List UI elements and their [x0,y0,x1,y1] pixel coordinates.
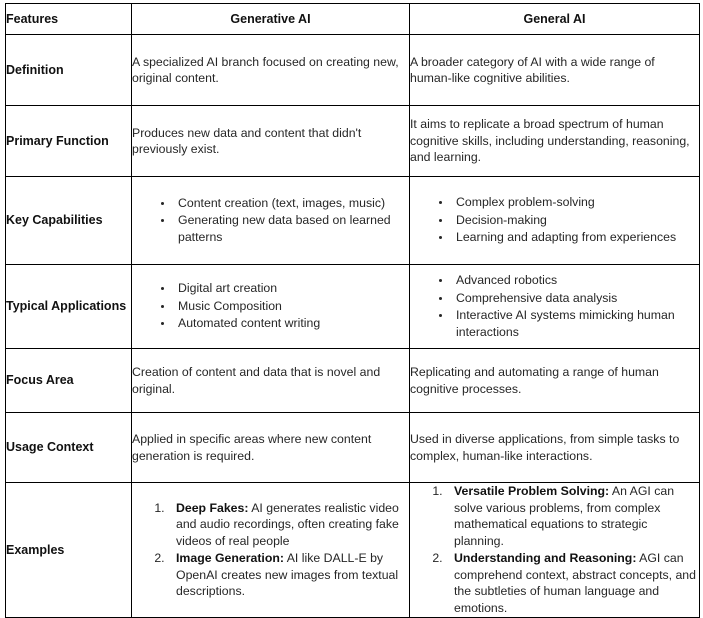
feature-label-key-capabilities: Key Capabilities [6,177,132,265]
list-item-text: AI like DALL-E by OpenAI creates new images from textual descriptions. [176,551,399,598]
bullet-list [132,195,409,246]
feature-label-examples: Examples [6,483,132,618]
cell-key-capabilities-general-ai [410,177,700,265]
table-row [6,413,700,483]
numbered-list [410,483,699,616]
bullet-list [410,272,699,340]
table-row [6,177,700,265]
numbered-list [132,500,409,600]
table-row [6,35,700,106]
table-header-row [6,4,700,35]
list-item: • Comprehensive data analysis [452,290,699,307]
cell-typical-applications-generative-ai [132,265,410,349]
cell-primary-function-generative-ai [132,106,410,177]
cell-usage-context-generative-ai [132,413,410,483]
list-item [446,550,699,616]
list-item: • Learning and adapting from experiences [452,229,699,246]
cell-usage-context-general-ai [410,413,700,483]
cell-paragraph: A specialized AI branch focused on creating new, original content. [132,54,399,85]
list-item: • Automated content writing [174,315,409,332]
list-item [168,500,409,550]
list-item-lead: Versatile Problem Solving: [454,484,610,498]
cell-focus-area-generative-ai [132,349,410,413]
list-item-text: AI generates realistic video and audio recordings, often creating fake videos of real people [176,500,399,548]
feature-label-primary-function: Primary Function [6,106,132,177]
list-item-text: An AGI can solve various problems, from complex mathematical equations to strategic planning. [454,484,675,548]
cell-examples-general-ai [410,483,700,618]
cell-definition-generative-ai [132,35,410,106]
cell-paragraph: It aims to replicate a broad spectrum of human cognitive skills, including understanding, reasoning, and learning. [410,117,690,165]
list-item: • Digital art creation [174,280,409,297]
list-item [168,550,409,600]
list-item-lead: Image Generation: [176,551,284,565]
table-row [6,483,700,618]
cell-paragraph: Applied in specific areas where new content generation is required. [132,432,372,463]
feature-label-focus-area: Focus Area [6,349,132,413]
cell-focus-area-general-ai [410,349,700,413]
feature-label-typical-applications: Typical Applications [6,265,132,349]
feature-label-usage-context: Usage Context [6,413,132,483]
cell-paragraph: A broader category of AI with a wide range of human-like cognitive abilities. [410,54,655,85]
table-row [6,265,700,349]
cell-paragraph: Replicating and automating a range of human cognitive processes. [410,365,659,396]
cell-definition-general-ai [410,35,700,106]
list-item: • Music Composition [174,298,409,315]
column-header-generative-ai: Generative AI [132,4,410,35]
cell-key-capabilities-generative-ai [132,177,410,265]
list-item: • Generating new data based on learned patterns [174,212,409,245]
bullet-list [132,280,409,332]
cell-paragraph: Used in diverse applications, from simple tasks to complex, human-like interactions. [410,432,680,463]
column-header-features: Features [6,4,132,35]
bullet-list [410,194,699,246]
cell-paragraph: Creation of content and data that is novel and original. [132,365,381,396]
list-item: • Interactive AI systems mimicking human interactions [452,307,699,340]
list-item-text: AGI can comprehend context, abstract concepts, and the subtleties of human language and emotions. [454,551,696,615]
list-item-lead: Deep Fakes: [176,500,249,515]
cell-typical-applications-general-ai [410,265,700,349]
list-item [446,483,699,549]
cell-primary-function-general-ai [410,106,700,177]
cell-examples-generative-ai [132,483,410,618]
table-row [6,349,700,413]
list-item: • Decision-making [452,212,699,229]
cell-paragraph: Produces new data and content that didn't previously exist. [132,125,362,156]
list-item-lead: Understanding and Reasoning: [454,551,637,565]
column-header-general-ai: General AI [410,4,700,35]
table-header [6,4,700,35]
generative-vs-general-ai-table [5,3,700,618]
table-body [6,35,700,618]
list-item: • Complex problem-solving [452,194,699,211]
feature-label-definition: Definition [6,35,132,106]
list-item: • Advanced robotics [452,272,699,289]
list-item: • Content creation (text, images, music) [174,195,409,212]
table-row [6,106,700,177]
